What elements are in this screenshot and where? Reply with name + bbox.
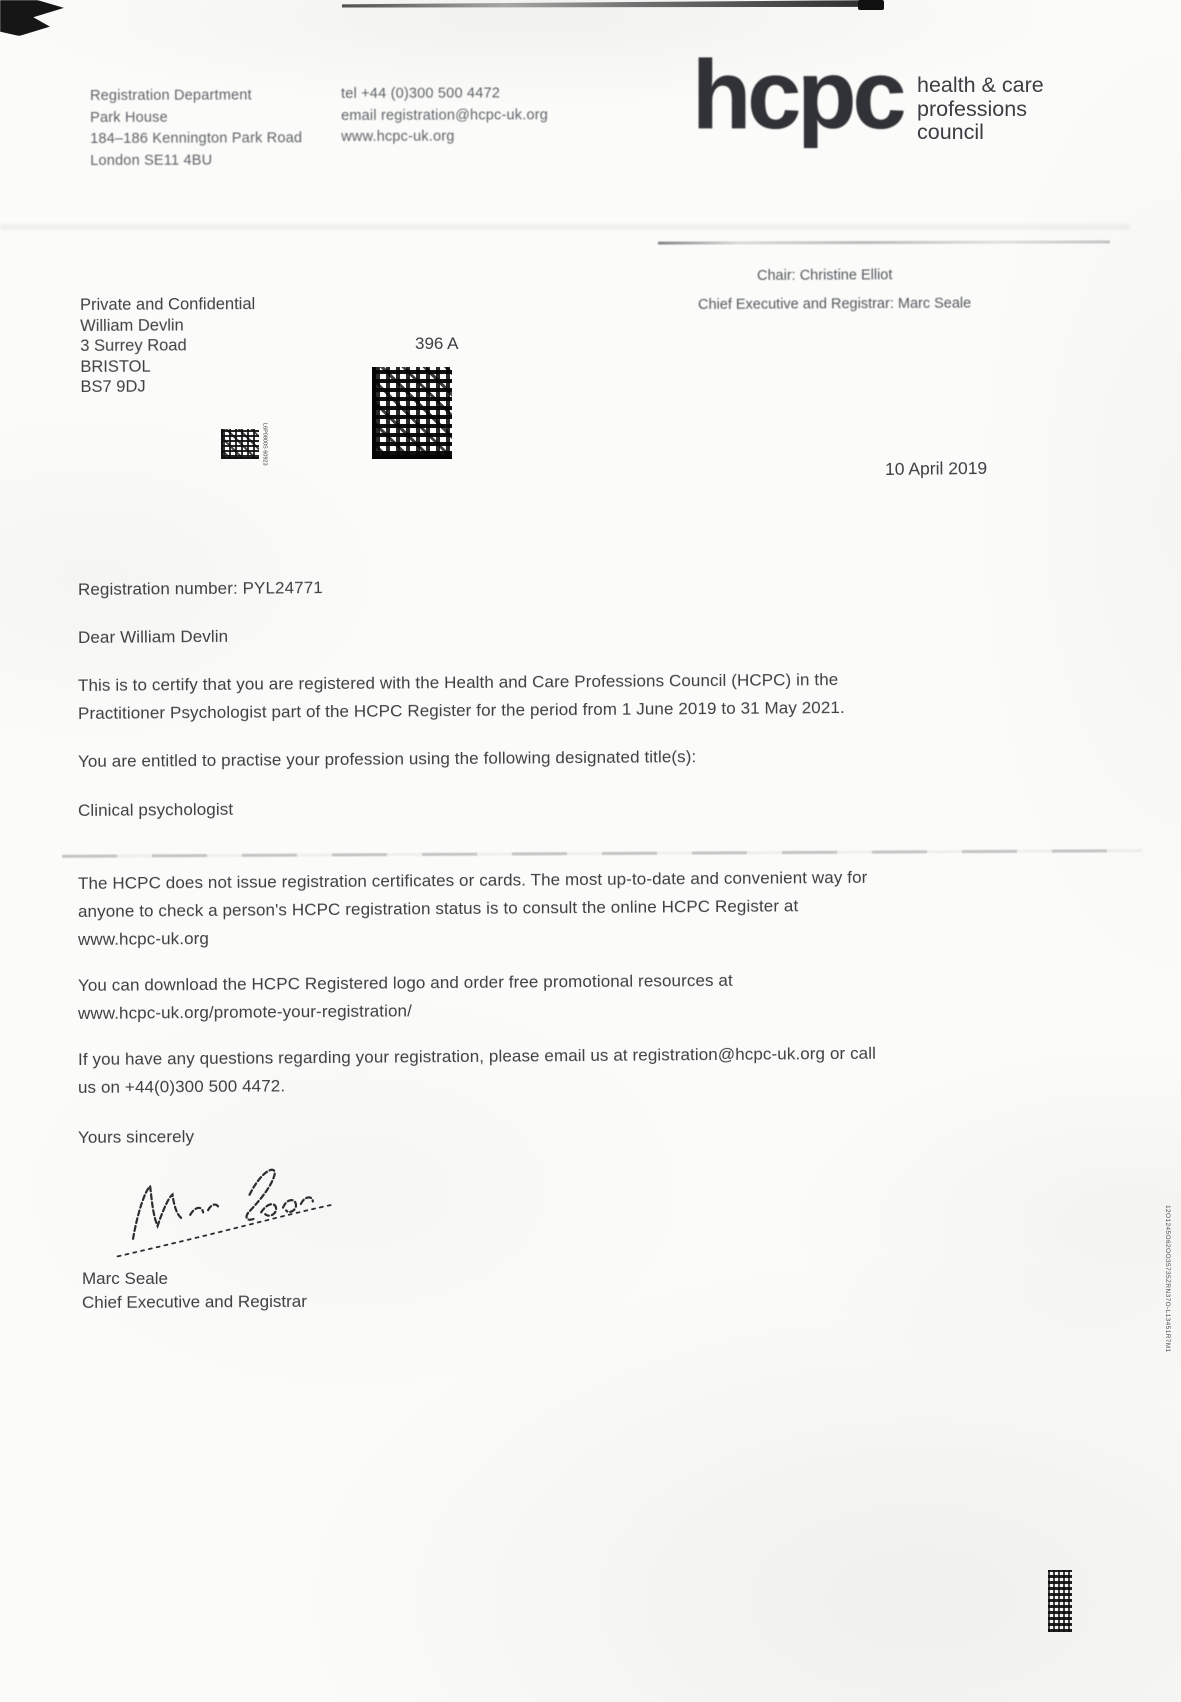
tagline-line: professions — [917, 96, 1027, 121]
sender-address-line: London SE11 4BU — [90, 152, 213, 169]
small-barcode — [221, 429, 259, 459]
salutation: Dear William Devlin — [77, 626, 229, 647]
recipient-line: BRISTOL — [80, 357, 151, 376]
paragraph-entitled: You are entitled to practise your profession using the following designated title(s): — [77, 747, 697, 771]
sender-address-line: Registration Department — [90, 87, 252, 104]
signatory-title: Chief Executive and Registrar — [81, 1291, 307, 1312]
contact-web: www.hcpc-uk.org — [341, 128, 455, 145]
recipient-line: Private and Confidential — [80, 295, 256, 314]
paper-fold-line-upper — [0, 224, 1130, 230]
tagline-line: health & care — [917, 73, 1044, 97]
scan-artifact-top-line — [342, 0, 882, 10]
recipient-line: BS7 9DJ — [80, 378, 146, 397]
tagline-line: council — [917, 120, 984, 144]
contact-tel: tel +44 (0)300 500 4472 — [341, 85, 501, 102]
recipient-address-block — [80, 294, 256, 398]
scan-artifact-top-right-mark — [858, 0, 884, 10]
recipient-line: William Devlin — [80, 316, 184, 335]
scan-artifact-bottom-right — [1048, 1570, 1072, 1632]
signature — [96, 1147, 350, 1268]
paragraph-questions-line: If you have any questions regarding your registration, please email us at registration@hcpc-uk.org or call — [77, 1043, 877, 1069]
designated-title: Clinical psychologist — [77, 799, 234, 820]
sender-address-line: Park House — [90, 109, 168, 126]
valediction: Yours sincerely — [77, 1127, 195, 1147]
hcpc-logo-tagline — [917, 74, 1044, 145]
paragraph-register-line: anyone to check a person's HCPC registration status is to consult the online HCPC Register at — [77, 896, 799, 921]
signatory-name: Marc Seale — [82, 1269, 168, 1288]
paragraph-questions-line: us on +44(0)300 500 4472. — [77, 1076, 286, 1097]
datamatrix-barcode — [372, 367, 452, 459]
registration-number-line: Registration number: PYL24771 — [77, 578, 323, 599]
mail-sort-code: 396 A — [415, 334, 459, 353]
letter-date: 10 April 2019 — [884, 457, 988, 479]
hcpc-logo: hcpc — [692, 40, 903, 149]
paragraph-logo-line: You can download the HCPC Registered logo and order free promotional resources at — [77, 970, 733, 995]
small-barcode-code: L6P0800S 60923 — [261, 423, 268, 466]
chief-executive-line: Chief Executive and Registrar: Marc Seale — [697, 295, 972, 313]
contact-email: email registration@hcpc-uk.org — [341, 106, 549, 124]
sender-address-block — [90, 85, 302, 172]
scan-artifact-top-left — [0, 0, 64, 36]
paragraph-register-line: www.hcpc-uk.org — [77, 928, 210, 949]
chair-line: Chair: Christine Elliot — [756, 267, 893, 284]
contact-block — [341, 83, 548, 148]
paragraph-logo-line: www.hcpc-uk.org/promote-your-registration/ — [77, 1001, 412, 1023]
paper-crease-right — [658, 240, 1110, 244]
edge-print-code: 12O1245O62OO35735ZRN37O-L13451R7M1 — [1164, 1205, 1171, 1353]
paragraph-certify-line: This is to certify that you are registered with the Health and Care Professions Council (HCPC) in the — [77, 670, 839, 695]
paragraph-register-line: The HCPC does not issue registration certificates or cards. The most up-to-date and convenient way for — [77, 867, 868, 893]
paper-fold-line-middle — [62, 849, 1142, 858]
recipient-line: 3 Surrey Road — [80, 336, 187, 356]
paragraph-certify-line: Practitioner Psychologist part of the HCPC Register for the period from 1 June 2019 to 31 May 2021. — [77, 697, 845, 723]
sender-address-line: 184–186 Kennington Park Road — [90, 130, 303, 147]
